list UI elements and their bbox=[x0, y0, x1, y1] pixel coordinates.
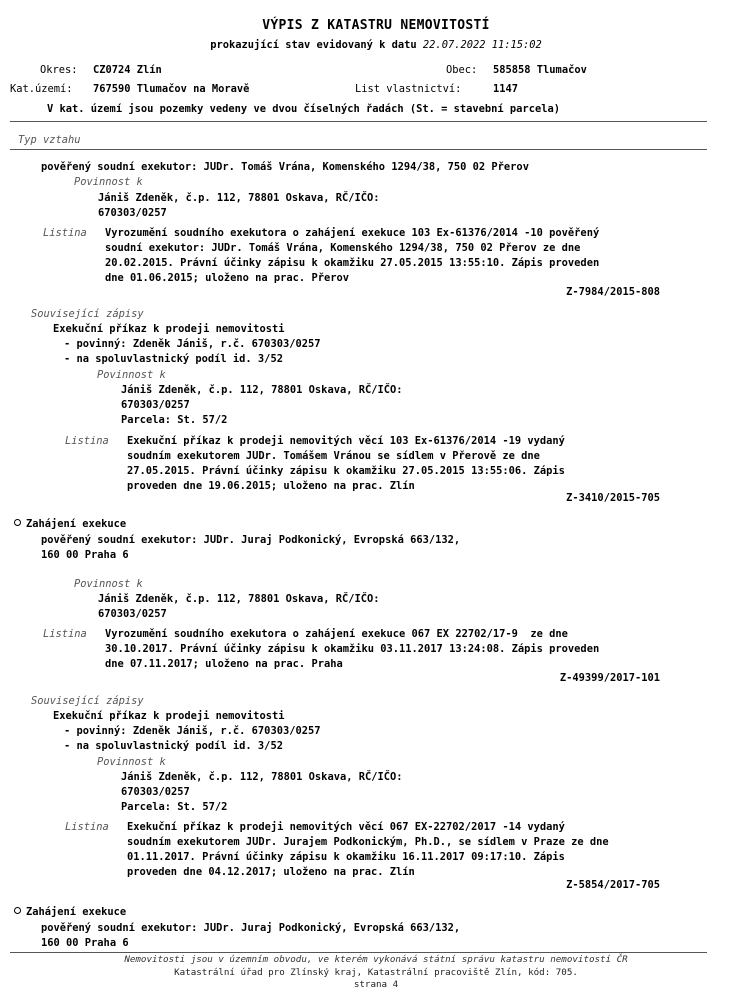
sec1-povinnost-label: Povinnost k bbox=[74, 176, 143, 188]
sec2-person: Jániš Zdeněk, č.p. 112, 78801 Oskava, RČ/IČO: 670303/0257 bbox=[98, 593, 380, 620]
ku-value: 767590 Tlumačov na Moravě bbox=[93, 83, 250, 95]
obec-label: Obec: bbox=[446, 64, 478, 76]
footer-line2: Katastrální úřad pro Zlínský kraj, Katastrální pracoviště Zlín, kód: 705. bbox=[174, 967, 578, 978]
sec2-povinnost-label: Povinnost k bbox=[74, 578, 143, 590]
sec1-listina-label: Listina bbox=[43, 227, 87, 239]
subtitle-prefix: prokazující stav evidovaný k datu bbox=[210, 39, 417, 51]
sec1-related-title: Exekuční příkaz k prodeji nemovitosti bbox=[53, 323, 285, 335]
sec1-person-line1: Jániš Zdeněk, č.p. 112, 78801 Oskava, RČ/IČO: bbox=[98, 192, 380, 204]
sec1-related-povinnost-label: Povinnost k bbox=[97, 369, 166, 381]
sec2-related-listina-text: Exekuční příkaz k prodeji nemovitých věcí 067 EX-22702/2017 -14 vydaný soudním exekutorem JUDr. Jurajem Podkonickým, Ph.D., se sídlem v Praze ze dne 01.11.2017. Právní účinky zápisu k okamžiku 16.11.2017 09:17:10. Zápis proveden dne 04.12.2017; uloženo na prac. Zlín bbox=[127, 821, 609, 878]
sec2-listina-text: Vyrozumění soudního exekutora o zahájení exekuce 067 EX 22702/17-9 ze dne 30.10.2017. Právní účinky zápisu k okamžiku 03.11.2017 13:24:08. Zápis proveden dne 07.11.2017; uloženo na prac. Praha bbox=[105, 628, 600, 670]
sec3-executor: pověřený soudní exekutor: JUDr. Juraj Podkonický, Evropská 663/132, 160 00 Praha 6 bbox=[41, 922, 461, 949]
okres-label: Okres: bbox=[40, 64, 78, 76]
typ-vztahu-label: Typ vztahu bbox=[18, 134, 81, 146]
sec2-related-listina-label: Listina bbox=[65, 821, 109, 833]
sec1-related-label: Související zápisy bbox=[31, 308, 144, 320]
sec3-heading bbox=[14, 905, 126, 920]
bullet-icon bbox=[14, 519, 21, 526]
sec1-related-ref: Z-3410/2015-705 bbox=[566, 492, 660, 504]
sec1-related-listina-text: Exekuční příkaz k prodeji nemovitých věcí 103 Ex-61376/2014 -19 vydaný soudním exekutorem JUDr. Tomášem Vránou se sídlem v Přerově ze dne 27.05.2015. Právní účinky zápisu k okamžiku 27.05.2015 13:55:06. Zápis proveden dne 19.06.2015; uloženo na prac. Zlín bbox=[127, 435, 565, 492]
bullet-icon bbox=[14, 907, 21, 914]
document-title: VÝPIS Z KATASTRU NEMOVITOSTÍ bbox=[262, 18, 490, 33]
sec1-executor: pověřený soudní exekutor: JUDr. Tomáš Vrána, Komenského 1294/38, 750 02 Přerov bbox=[41, 161, 529, 173]
typ-vztahu-divider bbox=[10, 149, 707, 150]
sec2-executor: pověřený soudní exekutor: JUDr. Juraj Podkonický, Evropská 663/132, 160 00 Praha 6 bbox=[41, 534, 461, 561]
numbering-note: V kat. území jsou pozemky vedeny ve dvou číselných řadách (St. = stavební parcela) bbox=[47, 103, 560, 115]
footer-divider bbox=[10, 952, 707, 953]
sec3-heading-label: Zahájení exekuce bbox=[26, 906, 127, 918]
sec2-related-ref: Z-5854/2017-705 bbox=[566, 879, 660, 891]
sec2-related-lines: - povinný: Zdeněk Jániš, r.č. 670303/0257 - na spoluvlastnický podíl id. 3/52 bbox=[64, 725, 321, 752]
sec1-related-lines: - povinný: Zdeněk Jániš, r.č. 670303/0257 - na spoluvlastnický podíl id. 3/52 bbox=[64, 338, 321, 365]
sec2-related-title: Exekuční příkaz k prodeji nemovitosti bbox=[53, 710, 285, 722]
sec1-listina-text: Vyrozumění soudního exekutora o zahájení exekuce 103 Ex-61376/2014 -10 pověřený soudní exekutor: JUDr. Tomáš Vrána, Komenského 1294/38, 750 02 Přerov ze dne 20.02.2015. Právní účinky zápisu k okamžiku 27.05.2015 13:55:10. Zápis proveden dne 01.06.2015; uloženo na prac. Přerov bbox=[105, 227, 600, 284]
sec2-ref: Z-49399/2017-101 bbox=[559, 672, 660, 684]
ku-label: Kat.území: bbox=[10, 83, 73, 95]
sec2-related-label: Související zápisy bbox=[31, 695, 144, 707]
obec-value: 585858 Tlumačov bbox=[493, 64, 587, 76]
lv-label: List vlastnictví: bbox=[355, 83, 462, 95]
okres-value: CZ0724 Zlín bbox=[93, 64, 162, 76]
sec1-related-listina-label: Listina bbox=[65, 435, 109, 447]
sec1-ref: Z-7984/2015-808 bbox=[566, 286, 660, 298]
sec2-related-person: Jániš Zdeněk, č.p. 112, 78801 Oskava, RČ/IČO: 670303/0257 Parcela: St. 57/2 bbox=[121, 771, 403, 813]
subtitle-datetime: 22.07.2022 11:15:02 bbox=[422, 39, 542, 51]
page-number: strana 4 bbox=[353, 979, 399, 990]
lv-value: 1147 bbox=[493, 83, 519, 95]
footer-line1: Nemovitosti jsou v územním obvodu, ve kterém vykonává státní správu katastru nemovitostí ČR bbox=[124, 954, 628, 965]
sec2-heading-label: Zahájení exekuce bbox=[26, 518, 127, 530]
header-divider bbox=[10, 121, 707, 122]
sec1-related-person: Jániš Zdeněk, č.p. 112, 78801 Oskava, RČ/IČO: 670303/0257 Parcela: St. 57/2 bbox=[121, 384, 403, 426]
sec1-person-line2: 670303/0257 bbox=[98, 207, 167, 219]
sec2-heading bbox=[14, 517, 126, 532]
sec2-listina-label: Listina bbox=[43, 628, 87, 640]
document-subtitle bbox=[0, 38, 752, 53]
sec2-related-povinnost-label: Povinnost k bbox=[97, 756, 166, 768]
